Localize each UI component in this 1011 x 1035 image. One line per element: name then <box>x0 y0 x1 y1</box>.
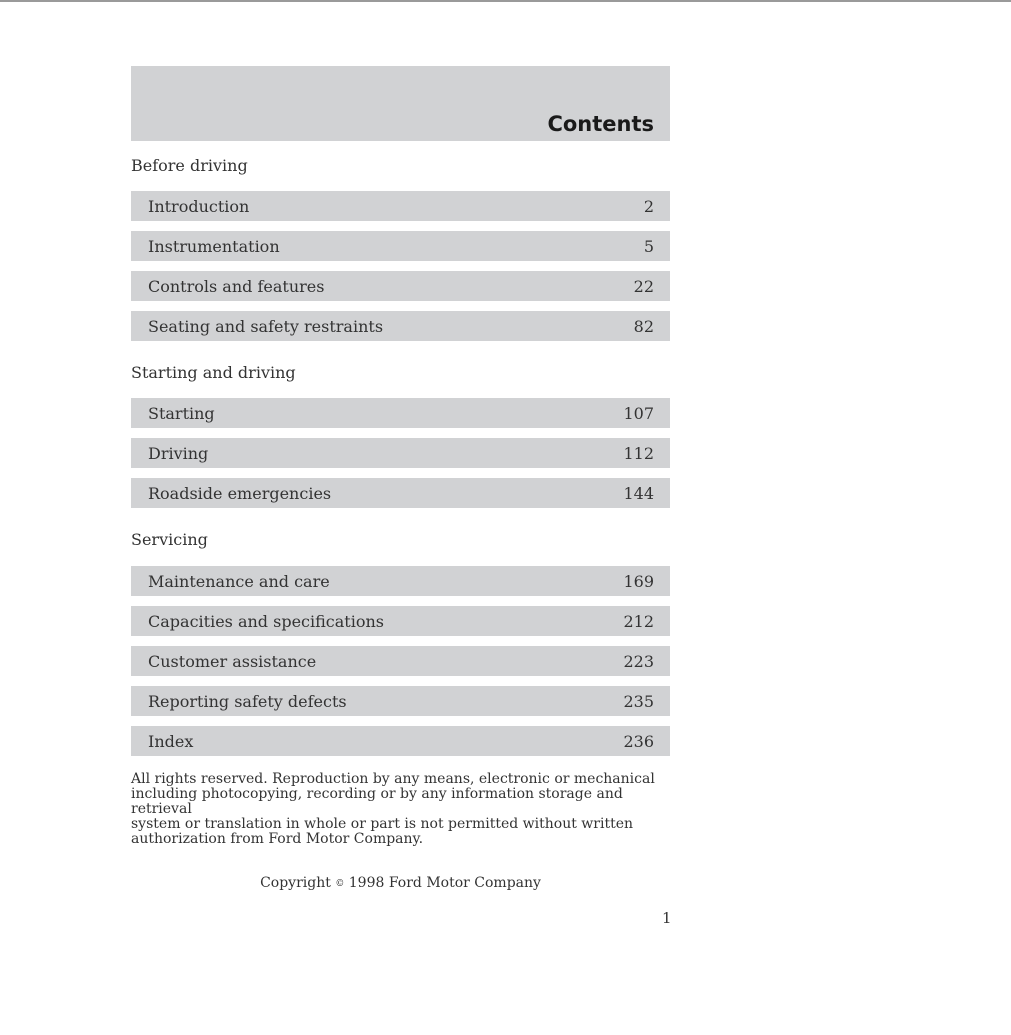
toc-entry-page: 144 <box>623 483 654 503</box>
toc-entry-label: Capacities and specifications <box>148 611 384 631</box>
page-title: Contents <box>547 112 654 136</box>
toc-entry-driving[interactable] <box>131 438 670 468</box>
toc-entry-label: Reporting safety defects <box>148 691 347 711</box>
toc-entry-page: 212 <box>623 611 654 631</box>
copyright-suffix: 1998 Ford Motor Company <box>348 875 541 891</box>
toc-entry-page: 82 <box>633 316 654 336</box>
toc-entry-label: Introduction <box>148 196 250 216</box>
toc-entry-label: Roadside emergencies <box>148 483 332 503</box>
toc-entry-maintenance-and-care[interactable] <box>131 566 670 596</box>
toc-entry-page: 235 <box>623 691 654 711</box>
page-number: 1 <box>662 909 672 927</box>
top-border <box>0 0 1011 2</box>
toc-entry-page: 223 <box>623 651 654 671</box>
copyright-prefix: Copyright <box>260 875 331 891</box>
section-title: Servicing <box>131 530 208 549</box>
section-servicing <box>131 518 670 756</box>
toc-entry-reporting-safety-defects[interactable] <box>131 686 670 716</box>
notice-line: authorization from Ford Motor Company. <box>131 831 424 847</box>
toc-entry-label: Instrumentation <box>148 236 280 256</box>
toc-entry-page: 112 <box>623 443 654 463</box>
toc-entry-label: Driving <box>148 443 209 463</box>
toc-entry-controls-and-features[interactable] <box>131 271 670 301</box>
section-before-driving <box>131 141 670 341</box>
toc-entry-page: 169 <box>623 571 654 591</box>
toc-entry-page: 22 <box>633 276 654 296</box>
toc-entry-roadside-emergencies[interactable] <box>131 478 670 508</box>
toc-entry-capacities-and-specifications[interactable] <box>131 606 670 636</box>
notice-line: including photocopying, recording or by any information storage and retrieval <box>131 786 623 817</box>
toc-entry-page: 236 <box>623 731 654 751</box>
section-title: Starting and driving <box>131 363 296 382</box>
notice-line: system or translation in whole or part is not permitted without written <box>131 816 634 832</box>
copyright-line <box>131 875 670 891</box>
toc-entry-starting[interactable] <box>131 398 670 428</box>
section-title: Before driving <box>131 156 248 175</box>
toc-entry-label: Index <box>148 731 194 751</box>
toc-entry-introduction[interactable] <box>131 191 670 221</box>
toc-entry-page: 2 <box>643 196 654 216</box>
toc-entry-label: Customer assistance <box>148 651 317 671</box>
copyright-symbol: © <box>335 879 345 889</box>
toc-entry-label: Seating and safety restraints <box>148 316 384 336</box>
notice-line: All rights reserved. Reproduction by any means, electronic or mechanical <box>131 771 655 787</box>
toc-entry-page: 5 <box>643 236 654 256</box>
rights-notice <box>131 772 670 847</box>
contents-page <box>131 66 670 891</box>
contents-header <box>131 66 670 141</box>
toc-entry-index[interactable] <box>131 726 670 756</box>
toc-entry-instrumentation[interactable] <box>131 231 670 261</box>
toc-entry-label: Maintenance and care <box>148 571 330 591</box>
toc-entry-label: Controls and features <box>148 276 325 296</box>
toc-entry-label: Starting <box>148 403 215 423</box>
toc-entry-page: 107 <box>623 403 654 423</box>
toc-entry-customer-assistance[interactable] <box>131 646 670 676</box>
toc-entry-seating-and-safety-restraints[interactable] <box>131 311 670 341</box>
section-starting-and-driving <box>131 351 670 508</box>
